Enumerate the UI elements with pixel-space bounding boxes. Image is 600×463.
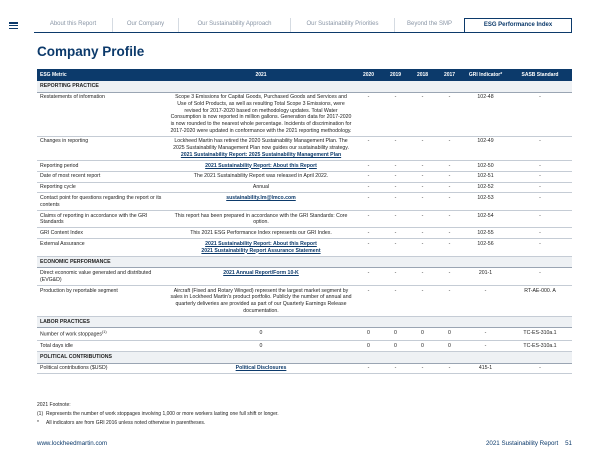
metric-cell: Political contributions ($USD): [37, 363, 167, 374]
tab-our-company[interactable]: Our Company: [112, 18, 178, 32]
value-2019-cell: -: [382, 228, 409, 239]
gri-cell: 201-1: [463, 268, 508, 286]
table-row: [37, 92, 572, 136]
value-2019-cell: -: [382, 182, 409, 193]
value-2021-cell: 0: [167, 328, 355, 341]
footnote-title: 2021 Footnote:: [37, 402, 71, 408]
value-2017-cell: -: [436, 171, 463, 182]
gri-cell: -: [463, 341, 508, 352]
footer-website-link[interactable]: www.lockheedmartin.com: [37, 440, 108, 447]
gri-cell: 102-55: [463, 228, 508, 239]
metric-cell: Reporting period: [37, 160, 167, 171]
section-row: [37, 256, 572, 268]
metric-cell: Restatements of information: [37, 92, 167, 136]
tab-sustainability-priorities[interactable]: Our Sustainability Priorities: [290, 18, 394, 32]
sasb-cell: -: [508, 210, 572, 228]
value-2019-cell: -: [382, 136, 409, 160]
value-2020-cell: -: [355, 268, 382, 286]
value-2017-cell: -: [436, 285, 463, 316]
table-header-row: [37, 69, 572, 81]
value-2019-cell: -: [382, 92, 409, 136]
political-disclosures-link[interactable]: Political Disclosures: [235, 365, 287, 372]
metric-cell: Total days idle: [37, 341, 167, 352]
table-row: [37, 328, 572, 341]
value-2017-cell: -: [436, 228, 463, 239]
gri-cell: 102-53: [463, 193, 508, 211]
table-row: [37, 210, 572, 228]
sasb-cell: -: [508, 92, 572, 136]
footnote-marker: (1): [102, 330, 107, 335]
value-2021-cell: Annual: [167, 182, 355, 193]
value-2019-cell: -: [382, 239, 409, 257]
value-2019-cell: -: [382, 363, 409, 374]
section-economic-performance: ECONOMIC PERFORMANCE: [37, 256, 572, 268]
sasb-cell: -: [508, 182, 572, 193]
value-2020-cell: -: [355, 160, 382, 171]
table-row: [37, 160, 572, 171]
footer-report-info: [486, 440, 572, 448]
value-2018-cell: -: [409, 136, 436, 160]
value-2017-cell: -: [436, 182, 463, 193]
value-2021-cell: [167, 136, 355, 160]
value-2020-cell: -: [355, 210, 382, 228]
gri-cell: 102-48: [463, 92, 508, 136]
table-row: [37, 285, 572, 316]
value-2019-cell: 0: [382, 328, 409, 341]
value-2020-cell: -: [355, 136, 382, 160]
section-political-contributions: POLITICAL CONTRIBUTIONS: [37, 351, 572, 363]
sasb-cell: -: [508, 136, 572, 160]
gri-cell: 415-1: [463, 363, 508, 374]
value-2018-cell: -: [409, 193, 436, 211]
value-2017-cell: -: [436, 193, 463, 211]
value-2017-cell: -: [436, 210, 463, 228]
assurance-statement-link[interactable]: 2021 Sustainability Report Assurance Statement: [201, 247, 321, 254]
value-2018-cell: -: [409, 160, 436, 171]
table-row: [37, 182, 572, 193]
value-2021-cell: Aircraft (Fixed and Rotary Winged) represent the largest market segment by sales in Lockheed Martin's product portfolio. Publicly the number of annual and quarterly deliveries are provided as part of our Quarterly Earnings Release documentation.: [167, 285, 355, 316]
smp-report-link[interactable]: 2021 Sustainability Report: 2025 Sustainability Management Plan: [180, 151, 342, 158]
value-2020-cell: -: [355, 92, 382, 136]
sasb-cell: -: [508, 171, 572, 182]
section-row: [37, 81, 572, 92]
value-2019-cell: -: [382, 210, 409, 228]
sasb-cell: -: [508, 193, 572, 211]
table-row: [37, 239, 572, 257]
page-title: Company Profile: [37, 44, 145, 59]
metric-cell: GRI Content Index: [37, 228, 167, 239]
header-2021: 2021: [167, 69, 355, 81]
footnote-1-text: Represents the number of work stoppages involving 1,000 or more workers lasting one full shift or longer.: [46, 411, 279, 417]
gri-cell: 102-52: [463, 182, 508, 193]
gri-cell: -: [463, 328, 508, 341]
value-2018-cell: -: [409, 210, 436, 228]
value-2019-cell: -: [382, 171, 409, 182]
metric-cell: External Assurance: [37, 239, 167, 257]
value-2020-cell: -: [355, 171, 382, 182]
value-2018-cell: -: [409, 182, 436, 193]
value-2020-cell: -: [355, 239, 382, 257]
metric-cell: Contact point for questions regarding the report or its contents: [37, 193, 167, 211]
gri-cell: 102-54: [463, 210, 508, 228]
value-2021-cell: This 2021 ESG Performance Index represents our GRI Index.: [167, 228, 355, 239]
value-2017-cell: 0: [436, 341, 463, 352]
metric-cell: Production by reportable segment: [37, 285, 167, 316]
value-2021-cell: The 2021 Sustainability Report was released in April 2022.: [167, 171, 355, 182]
gri-cell: 102-56: [463, 239, 508, 257]
metric-cell: Changes in reporting: [37, 136, 167, 160]
header-2017: 2017: [436, 69, 463, 81]
section-row: [37, 316, 572, 328]
header-2020: 2020: [355, 69, 382, 81]
value-2020-cell: -: [355, 193, 382, 211]
sasb-cell: -: [508, 363, 572, 374]
value-2020-cell: -: [355, 363, 382, 374]
value-2018-cell: -: [409, 285, 436, 316]
value-2017-cell: -: [436, 363, 463, 374]
value-2019-cell: -: [382, 160, 409, 171]
footnote-2: [37, 420, 205, 426]
value-2017-cell: 0: [436, 328, 463, 341]
sasb-cell: -: [508, 160, 572, 171]
sasb-cell: RT-AE-000. A: [508, 285, 572, 316]
footnote-2-mark: *: [37, 420, 39, 426]
value-2021-cell: [167, 193, 355, 211]
value-2020-cell: -: [355, 228, 382, 239]
table-row: [37, 268, 572, 286]
table-row: [37, 363, 572, 374]
value-2018-cell: -: [409, 171, 436, 182]
section-reporting-practice: REPORTING PRACTICE: [37, 81, 572, 92]
value-2021-cell: [167, 363, 355, 374]
value-2021-cell: Scope 3 Emissions for Capital Goods, Purchased Goods and Services and Use of Sold Products, as well as resulting Total Scope 3 Emissions, were revised for 2017-2020 based on methodology updates. Total Water Consumption is now reported in million gallons. Generation data for 2017-2020 is now rounded to the nearest whole percentage. Incidents of discrimination for 2017-2020 were updated in conformance with the 2021 reporting methodology.: [167, 92, 355, 136]
value-2019-cell: -: [382, 285, 409, 316]
value-2018-cell: -: [409, 92, 436, 136]
value-2020-cell: -: [355, 285, 382, 316]
table-row: [37, 228, 572, 239]
nav-divider: [34, 32, 572, 33]
value-2019-cell: -: [382, 268, 409, 286]
header-sasb-standard: SASB Standard: [508, 69, 572, 81]
metric-text: Number of work stoppages: [40, 331, 102, 338]
top-navigation: [0, 0, 600, 34]
header-gri-indicator: GRI Indicator*: [463, 69, 508, 81]
metric-cell: Claims of reporting in accordance with the GRI Standards: [37, 210, 167, 228]
footnote-1-mark: (1): [37, 411, 44, 417]
gri-cell: 102-49: [463, 136, 508, 160]
value-2018-cell: -: [409, 363, 436, 374]
value-2021-cell: 0: [167, 341, 355, 352]
value-2018-cell: 0: [409, 341, 436, 352]
annual-report-link[interactable]: 2021 Annual Report/Form 10-K: [223, 270, 299, 277]
value-2017-cell: -: [436, 136, 463, 160]
footnote-1: [37, 411, 279, 417]
header-2018: 2018: [409, 69, 436, 81]
value-2017-cell: -: [436, 160, 463, 171]
gri-cell: -: [463, 285, 508, 316]
footnote-2-text: All indicators are from GRI 2016 unless noted otherwise in parentheses.: [46, 420, 206, 426]
value-2019-cell: -: [382, 193, 409, 211]
value-2019-cell: 0: [382, 341, 409, 352]
value-text: Lockheed Martin has retired the 2020 Sustainability Management Plan. The 2025 Sustainability Management Plan now guides our sustainability strategy.: [173, 138, 349, 152]
value-2021-cell: [167, 268, 355, 286]
value-2017-cell: -: [436, 92, 463, 136]
value-2021-cell: [167, 160, 355, 171]
value-2020-cell: -: [355, 182, 382, 193]
value-2018-cell: 0: [409, 328, 436, 341]
contact-email-link[interactable]: sustainability.lm@lmco.com: [226, 195, 296, 202]
value-2021-cell: This report has been prepared in accordance with the GRI Standards: Core option.: [167, 210, 355, 228]
value-2020-cell: 0: [355, 328, 382, 341]
value-2021-cell: [167, 239, 355, 257]
metric-cell: Date of most recent report: [37, 171, 167, 182]
tab-sustainability-approach[interactable]: Our Sustainability Approach: [178, 18, 290, 32]
tab-about-report[interactable]: About this Report: [49, 21, 97, 28]
sasb-cell: -: [508, 268, 572, 286]
gri-cell: 102-51: [463, 171, 508, 182]
metric-cell: Direct economic value generated and distributed (EVG&D): [37, 268, 167, 286]
value-2017-cell: -: [436, 239, 463, 257]
table-row: [37, 193, 572, 211]
value-2018-cell: -: [409, 228, 436, 239]
sasb-cell: -: [508, 228, 572, 239]
sasb-cell: TC-ES-310a.1: [508, 341, 572, 352]
sasb-cell: TC-ES-310a.1: [508, 328, 572, 341]
header-esg-metric: ESG Metric: [37, 69, 167, 81]
esg-metrics-table: [37, 69, 572, 374]
about-report-link[interactable]: 2021 Sustainability Report: About this Report: [205, 162, 317, 169]
section-row: [37, 351, 572, 363]
table-row: [37, 136, 572, 160]
value-2018-cell: -: [409, 268, 436, 286]
table-row: [37, 341, 572, 352]
sasb-cell: -: [508, 239, 572, 257]
tab-beyond-smp[interactable]: Beyond the SMP: [394, 18, 464, 32]
table-row: [37, 171, 572, 182]
tab-esg-performance-index[interactable]: ESG Performance Index: [464, 18, 572, 32]
value-2018-cell: -: [409, 239, 436, 257]
page-number: 51: [565, 440, 572, 447]
gri-cell: 102-50: [463, 160, 508, 171]
metric-cell: Reporting cycle: [37, 182, 167, 193]
page-footer: [37, 440, 572, 448]
menu-icon[interactable]: [9, 22, 18, 29]
value-2017-cell: -: [436, 268, 463, 286]
about-report-link[interactable]: 2021 Sustainability Report: About this Report: [205, 240, 317, 247]
footer-report-title: 2021 Sustainability Report: [485, 440, 559, 447]
metric-cell: [37, 328, 167, 341]
value-2020-cell: 0: [355, 341, 382, 352]
header-2019: 2019: [382, 69, 409, 81]
section-labor-practices: LABOR PRACTICES: [37, 316, 572, 328]
